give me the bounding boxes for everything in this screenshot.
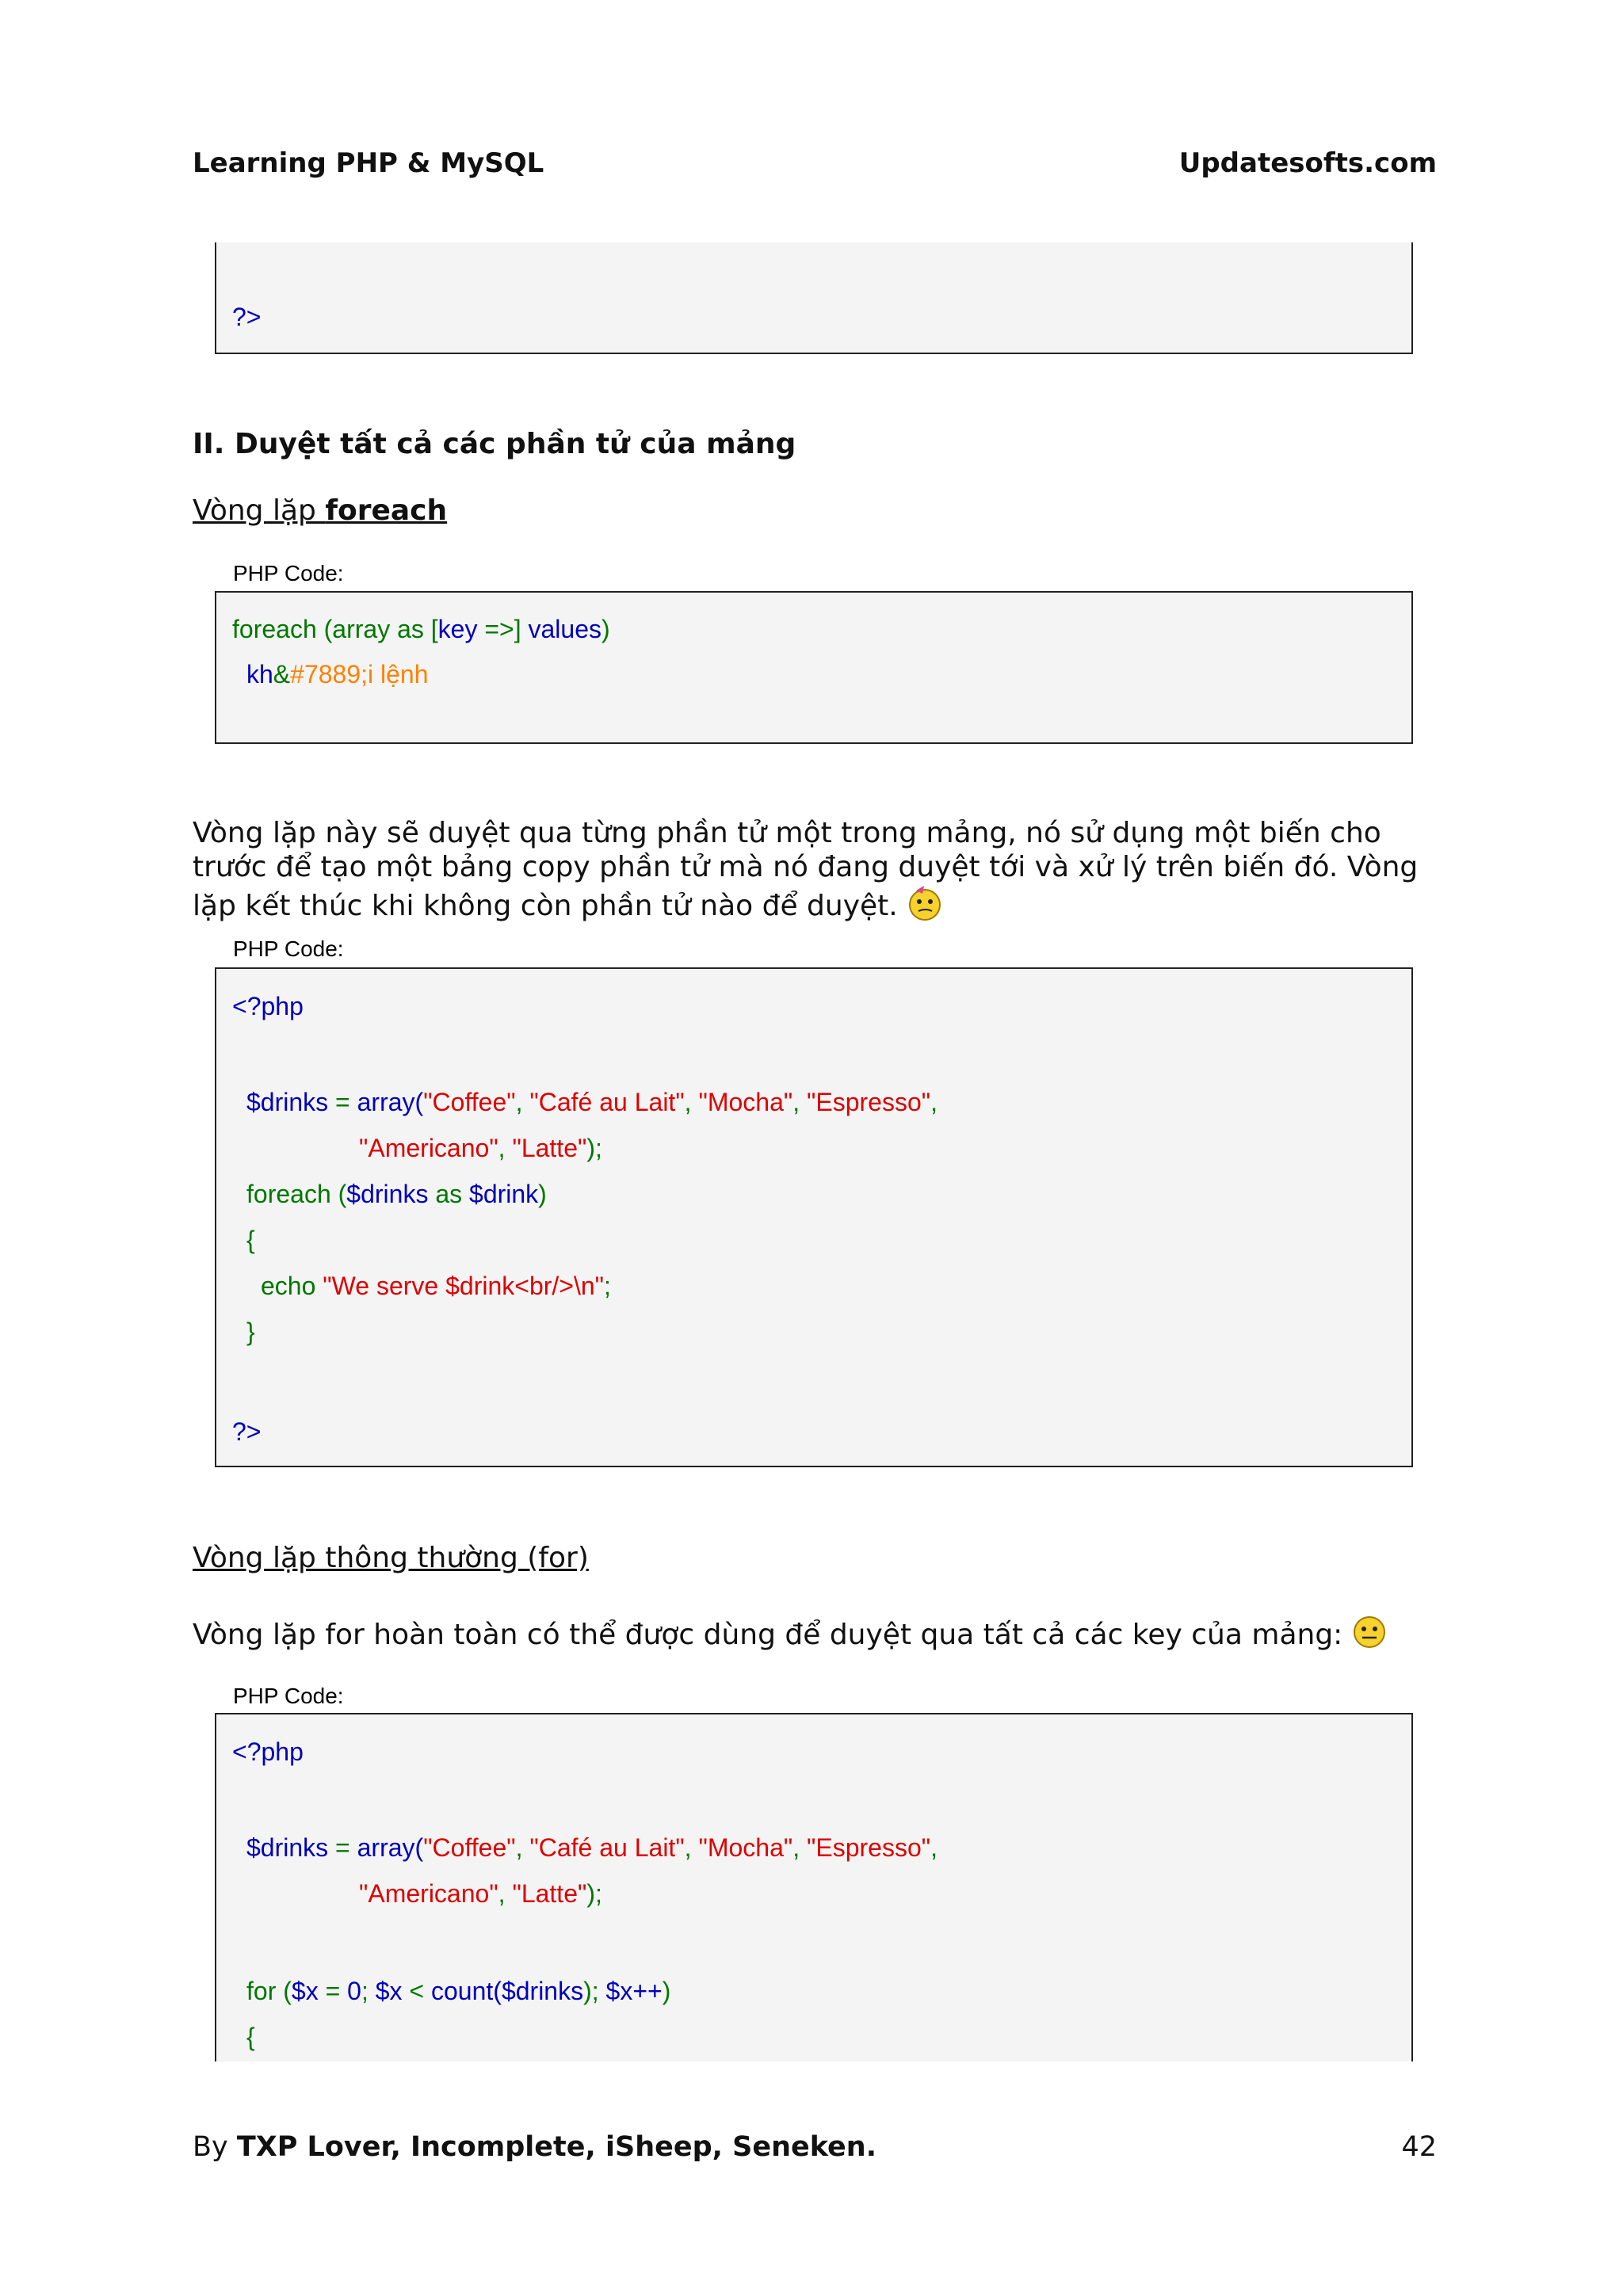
code2-x1: $x [291,1977,319,2005]
code1-array: array( [357,1088,424,1116]
code-block-foreach [215,967,1413,1467]
footer-by: By [193,2131,237,2163]
syntax-line-2 [246,658,429,690]
header-site: Updatesofts.com [1178,147,1437,179]
code2-eq2: = [318,1977,348,2005]
code1-line-echo [261,1270,611,1302]
syntax-foreach: foreach (array as [ [232,615,438,643]
code2-line-array-2: "Americano", "Latte"); [359,1879,602,1908]
code1-open: <?php [232,992,304,1020]
syntax-line-1 [232,613,610,645]
code-close-tag: ?> [232,303,262,331]
paragraph-foreach-text: Vòng lặp này sẽ duyệt qua từng phần tử một trong mảng, nó sử dụng một biến cho trước để tạo một bảng copy phần tử mà nó đang duyệt tới và xử lý trên biến đó. Vòng lặp kết thúc khi không còn phần tử nào để duyệt. [193,817,1419,922]
code2-count: count( [431,1977,502,2005]
code1-s2: "Café au Lait" [529,1088,685,1116]
code2-for: for ( [246,1977,292,2005]
paragraph-for-text: Vòng lặp for hoàn toàn có thể được dùng để duyệt qua tất cả các key của mảng: [193,1619,1343,1651]
code1-eq: = [328,1088,357,1116]
code1-echo-str: "We serve $drink<br/>\n" [323,1272,605,1300]
code2-open: <?php [232,1737,304,1766]
code1-foreach-drinks: $drinks [346,1180,429,1208]
syntax-arrow: =>] [477,615,529,643]
code1-brace-close: } [246,1318,255,1346]
code1-close: ?> [232,1417,262,1446]
footer-author-names: TXP Lover, Incomplete, iSheep, Seneken. [236,2131,877,2163]
code2-s5: "Americano" [359,1879,498,1908]
code1-s4: "Espresso" [807,1088,931,1116]
for-subheading: Vòng lặp thông thường (for) [193,1542,589,1574]
syntax-amp: & [273,660,291,688]
code1-s1: "Coffee" [423,1088,516,1116]
code2-count-drinks: $drinks [501,1977,584,2005]
code-label-1: PHP Code: [233,936,344,961]
header-title: Learning PHP & MySQL [193,147,544,179]
code2-s4: "Espresso" [807,1833,931,1862]
thinking-face-icon [907,884,943,930]
code1-brace-open: { [246,1226,255,1254]
code2-s2: "Café au Lait" [529,1833,685,1862]
code-label: PHP Code: [233,561,344,585]
syntax-values: values [528,615,601,643]
code1-line-foreach [246,1178,547,1210]
syntax-entity: #7889;i lệnh [290,660,429,688]
paragraph-for-desc [193,1615,1429,1657]
code1-s6: "Latte" [512,1134,587,1162]
code2-s3: "Mocha" [698,1833,793,1862]
code-label-2: PHP Code: [233,1684,344,1708]
foreach-subheading [193,494,447,527]
code2-s1: "Coffee" [423,1833,516,1862]
syntax-key: key [437,615,478,643]
code1-line-array-2: "Americano", "Latte"); [359,1134,602,1162]
code1-s3: "Mocha" [698,1088,793,1116]
syntax-kh: kh [246,660,273,688]
code1-echo: echo [261,1272,323,1300]
syntax-close: ) [601,615,610,643]
code1-as: as [428,1180,470,1208]
code1-line-array: $drinks = array("Coffee", "Café au Lait", "Mocha", "Espresso", [246,1088,938,1116]
code2-eq: = [328,1833,357,1862]
code2-x2: $x [375,1977,403,2005]
neutral-face-icon [1352,1615,1387,1657]
code1-s5: "Americano" [359,1134,498,1162]
code2-line-array: $drinks = array("Coffee", "Café au Lait", "Mocha", "Espresso", [246,1833,938,1862]
code2-array: array( [357,1833,424,1862]
code2-lt: < [402,1977,431,2005]
code1-semi: ; [604,1272,611,1300]
code2-xpp: $x++ [605,1977,663,2005]
foreach-sub-bold: foreach [325,494,448,527]
code1-foreach: foreach ( [246,1180,347,1208]
page-number: 42 [1401,2131,1437,2163]
paragraph-foreach-desc [193,816,1429,930]
syntax-code-block [215,591,1413,744]
code1-drinks: $drinks [246,1088,329,1116]
code-block-continued [215,242,1413,354]
code-block-for [215,1713,1413,2061]
code1-close-paren: ) [538,1180,547,1208]
section-heading: II. Duyệt tất cả các phần tử của mảng [193,428,796,460]
code2-drinks: $drinks [246,1833,329,1862]
code1-drink: $drink [469,1180,539,1208]
code2-line-for: for ($x = 0; $x < count($drinks); $x++) [246,1977,671,2005]
code2-s6: "Latte" [512,1879,587,1908]
code2-zero: 0 [347,1977,361,2005]
foreach-sub-prefix: Vòng lặp [193,494,326,527]
footer-authors [193,2131,876,2163]
code2-brace-open: { [246,2023,255,2051]
